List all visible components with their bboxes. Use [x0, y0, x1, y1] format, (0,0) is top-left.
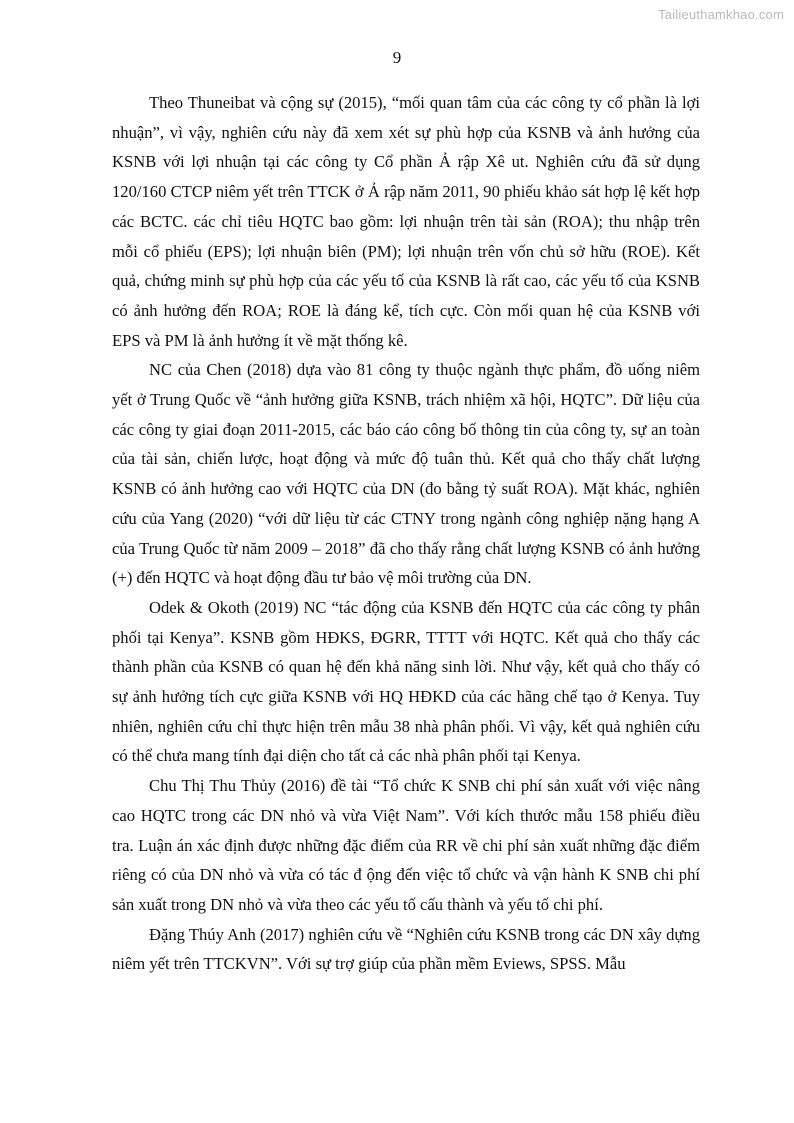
paragraph-thuneibat: Theo Thuneibat và cộng sự (2015), “mối quan tâm của các công ty cổ phần là lợi nhuận”, vì vậy, nghiên cứu này đã xem xét sự phù hợp của KSNB và ảnh hưởng của KSNB với lợi nhuận tại các công ty Cổ phần Ả rập Xê ut. Nghiên cứu đã sử dụng 120/160 CTCP niêm yết trên TTCK ở Ả rập năm 2011, 90 phiếu khảo sát hợp lệ kết hợp các BCTC. các chỉ tiêu HQTC bao gồm: lợi nhuận trên tài sản (ROA); thu nhập trên mỗi cổ phiếu (EPS); lợi nhuận biên (PM); lợi nhuận trên vốn chủ sở hữu (ROE). Kết quả, chứng minh sự phù hợp của các yếu tố của KSNB là rất cao, các yếu tố của KSNB có ảnh hưởng đến ROA; ROE là đáng kể, tích cực. Còn mối quan hệ của KSNB với EPS và PM là ảnh hưởng ít về mặt thống kê.: [112, 93, 700, 350]
watermark-text: Tailieuthamkhao.com: [658, 7, 784, 22]
paragraph-odek-okoth: Odek & Okoth (2019) NC “tác động của KSNB đến HQTC của các công ty phân phối tại Kenya”. KSNB gồm HĐKS, ĐGRR, TTTT với HQTC. Kết quả cho thấy các thành phần của KSNB có quan hệ đến khả năng sinh lời. Như vậy, kết quả cho thấy có sự ảnh hưởng tích cực giữa KSNB với HQ HĐKD của các hãng chế tạo ở Kenya. Tuy nhiên, nghiên cứu chỉ thực hiện trên mẫu 38 nhà phân phối. Vì vậy, kết quả nghiên cứu có thể chưa mang tính đại diện cho tất cả các nhà phân phối tại Kenya.: [112, 597, 700, 766]
paragraph-chen: NC của Chen (2018) dựa vào 81 công ty thuộc ngành thực phẩm, đồ uống niêm yết ở Trung Quốc về “ảnh hưởng giữa KSNB, trách nhiệm xã hội, HQTC”. Dữ liệu của các công ty giai đoạn 2011-2015, các báo cáo công bố thông tin của công ty, sự an toàn của tài sản, chiến lược, hoạt động và mức độ tuân thủ. Kết quả cho thấy chất lượng KSNB có ảnh hưởng cao với HQTC của DN (đo bằng tỷ suất ROA). Mặt khác, nghiên cứu của Yang (2020) “với dữ liệu từ các CTNY trong ngành công nghiệp nặng hạng A của Trung Quốc từ năm 2009 – 2018” đã cho thấy rằng chất lượng KSNB có ảnh hưởng (+) đến HQTC và hoạt động đầu tư bảo vệ môi trường của DN.: [112, 360, 700, 588]
paragraph-dang-thuy-anh: Đặng Thúy Anh (2017) nghiên cứu về “Nghiên cứu KSNB trong các DN xây dựng niêm yết trên TTCKVN”. Với sự trợ giúp của phần mềm Eviews, SPSS. Mẫu: [112, 924, 700, 974]
paragraph-chu-thi-thu-thuy: Chu Thị Thu Thủy (2016) đề tài “Tổ chức K SNB chi phí sản xuất với việc nâng cao HQTC trong các DN nhỏ và vừa Việt Nam”. Với kích thước mẫu 158 phiếu điều tra. Luận án xác định được những đặc điểm của RR về chi phí sản xuất những đặc điểm riêng có của DN nhỏ và vừa có tác đ ộng đến việc tổ chức và vận hành K SNB chi phí sản xuất trong DN nhỏ và vừa theo các yếu tố cấu thành và yếu tố chi phí.: [112, 776, 700, 914]
document-body: [112, 88, 700, 979]
page-number: 9: [392, 48, 402, 67]
